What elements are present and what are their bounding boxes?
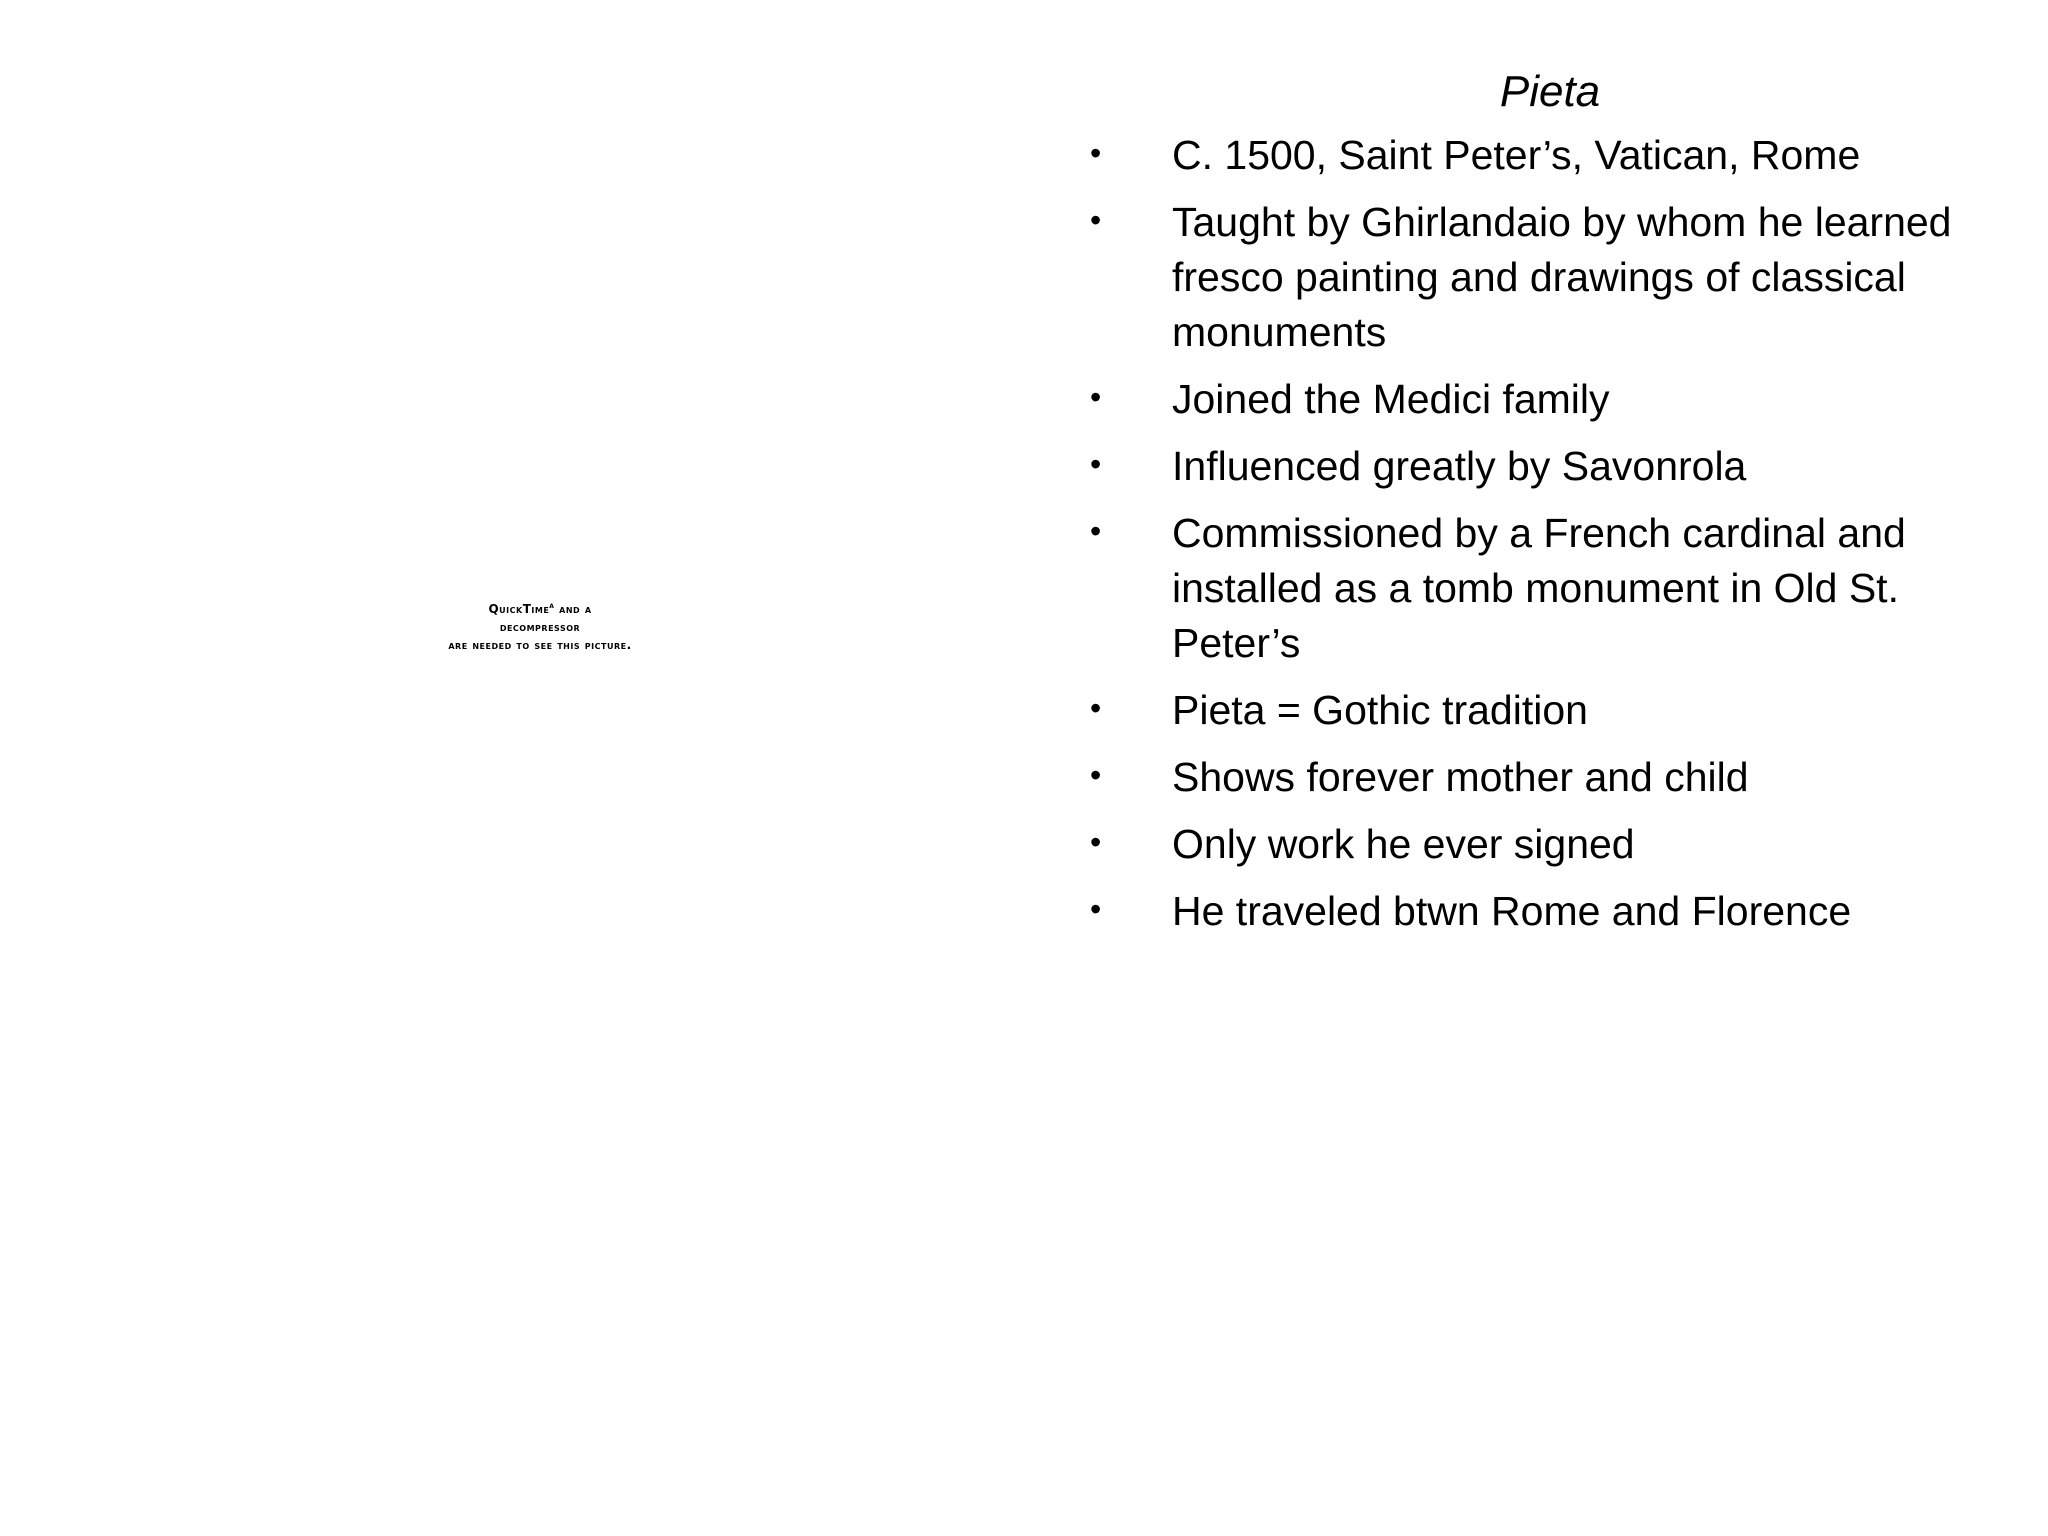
bullet-item (1090, 683, 2010, 738)
bullet-list (1090, 128, 2010, 951)
bullet-text: C. 1500, Saint Peter’s, Vatican, Rome (1172, 132, 1861, 178)
bullet-dot-icon: • (1090, 757, 1102, 793)
quicktime-image-placeholder (300, 600, 780, 654)
bullet-text: He traveled btwn Rome and Florence (1172, 888, 1852, 934)
bullet-dot-icon: • (1090, 379, 1102, 415)
bullet-dot-icon: • (1090, 891, 1102, 927)
bullet-text: Pieta = Gothic tradition (1172, 687, 1588, 733)
bullet-text: Influenced greatly by Savonrola (1172, 443, 1747, 489)
bullet-item (1090, 195, 2010, 360)
bullet-item (1090, 506, 2010, 671)
bullet-text: Joined the Medici family (1172, 376, 1610, 422)
bullet-item (1090, 884, 2010, 939)
bullet-dot-icon: • (1090, 135, 1102, 171)
bullet-dot-icon: • (1090, 824, 1102, 860)
bullet-item (1090, 750, 2010, 805)
bullet-dot-icon: • (1090, 513, 1102, 549)
bullet-text: Taught by Ghirlandaio by whom he learned fresco painting and drawings of classical monuments (1172, 199, 1952, 355)
bullet-text: Only work he ever signed (1172, 821, 1635, 867)
bullet-item (1090, 128, 2010, 183)
bullet-item (1090, 817, 2010, 872)
bullet-item (1090, 372, 2010, 427)
bullet-dot-icon: • (1090, 202, 1102, 238)
bullet-text: Commissioned by a French cardinal and installed as a tomb monument in Old St. Peter’s (1172, 510, 1906, 666)
placeholder-line-1: QuickTime$^a$ and a (488, 601, 592, 616)
placeholder-line-2: decompressor (499, 620, 581, 634)
slide-title: Pieta (1499, 67, 1601, 116)
placeholder-line-3: are needed to see this picture. (448, 638, 632, 652)
bullet-dot-icon: • (1090, 446, 1102, 482)
bullet-dot-icon: • (1090, 690, 1102, 726)
bullet-text: Shows forever mother and child (1172, 754, 1749, 800)
bullet-item (1090, 439, 2010, 494)
